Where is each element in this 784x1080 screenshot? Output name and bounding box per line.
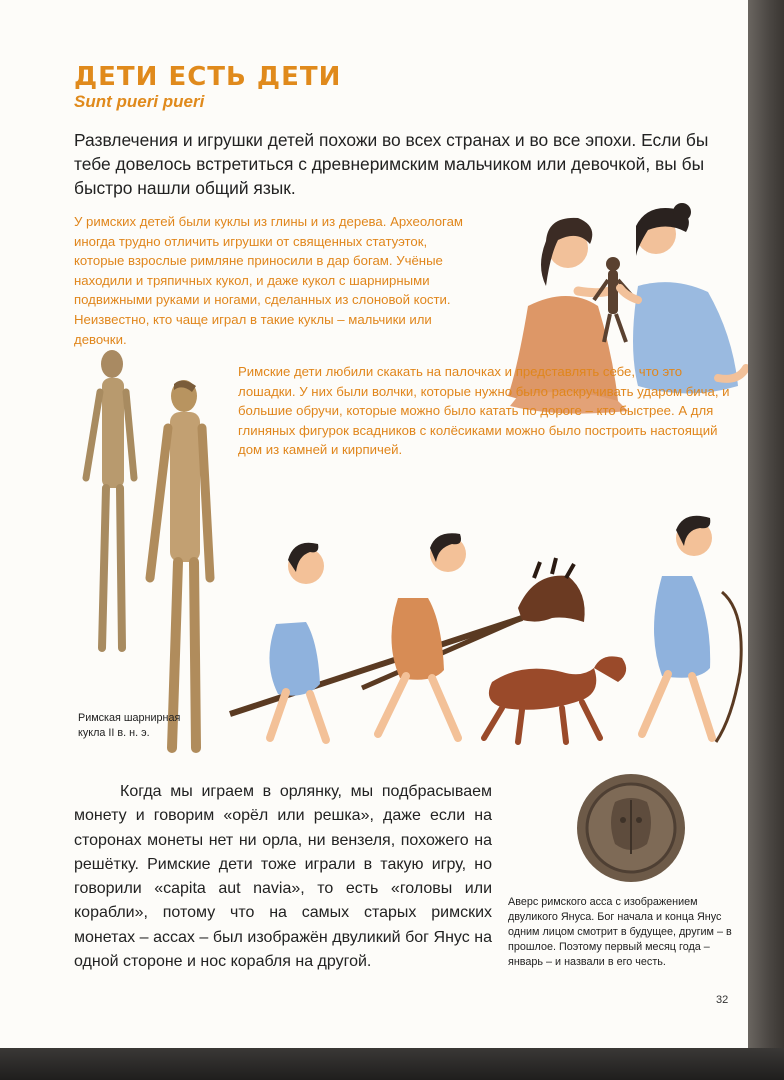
games-paragraph: Римские дети любили скакать на палочках и представлять себе, что это лошадки. У них были волчки, которые нужно было раскручивать ударом бича, и большие обручи, которые можно было катать по дороге – кто быстрее. А для глиняных фигурок всадников с колёсиками можно было построить настоящий дом из камней и кирпичей. [238,364,730,458]
children-playing-illustration [222,502,746,760]
coin-caption: Аверс римского асса с изображением двуликого Януса. Бог начала и конца Янус одним лицом смотрит в будущее, другим – в прошлое. Поэтому первый месяц года – январь – и назвали в его честь. [508,896,732,968]
page-title: ДЕТИ ЕСТЬ ДЕТИ [74,62,342,92]
doll-caption: Римская шарнирная кукла II в. н. э. [78,712,181,739]
dolls-paragraph: У римских детей были куклы из глины и из дерева. Археологам иногда трудно отличить игрушки от священных статуэток, которые взрослые римляне приносили в дар богам. Учёные находили и тряпичных кукол, и даже кукол с шарнирными подвижными руками и ногами, сделанных из слоновой кости. Неизвестно, кто чаще играл в такие куклы – мальчики или девочки. [74,214,463,347]
jointed-doll-photo [78,348,218,758]
page-subtitle: Sunt pueri pueri [74,92,205,111]
page-number: 32 [716,994,729,1006]
scan-edge [0,1048,784,1080]
intro-paragraph: Развлечения и игрушки детей похожи во всех странах и во все эпохи. Если бы тебе довелось встретиться с древнеримским мальчиком или девочкой, вы бы быстро нашли общий язык. [74,130,709,198]
book-spine [748,0,784,1080]
roman-as-coin-image [575,772,687,884]
coin-toss-paragraph: Когда мы играем в орлянку, мы подбрасываем монету и говорим «орёл или решка», даже если на сторонах монеты нет ни орла, ни вензеля, похожего на решётку. Римские дети тоже играли в такую игру, но говорили «capita aut navia», то есть «головы или корабли», потому что на самых старых римских монетах – ассах – был изображён двуликий бог Янус на одной стороне и нос корабля на другой. [74,783,492,971]
